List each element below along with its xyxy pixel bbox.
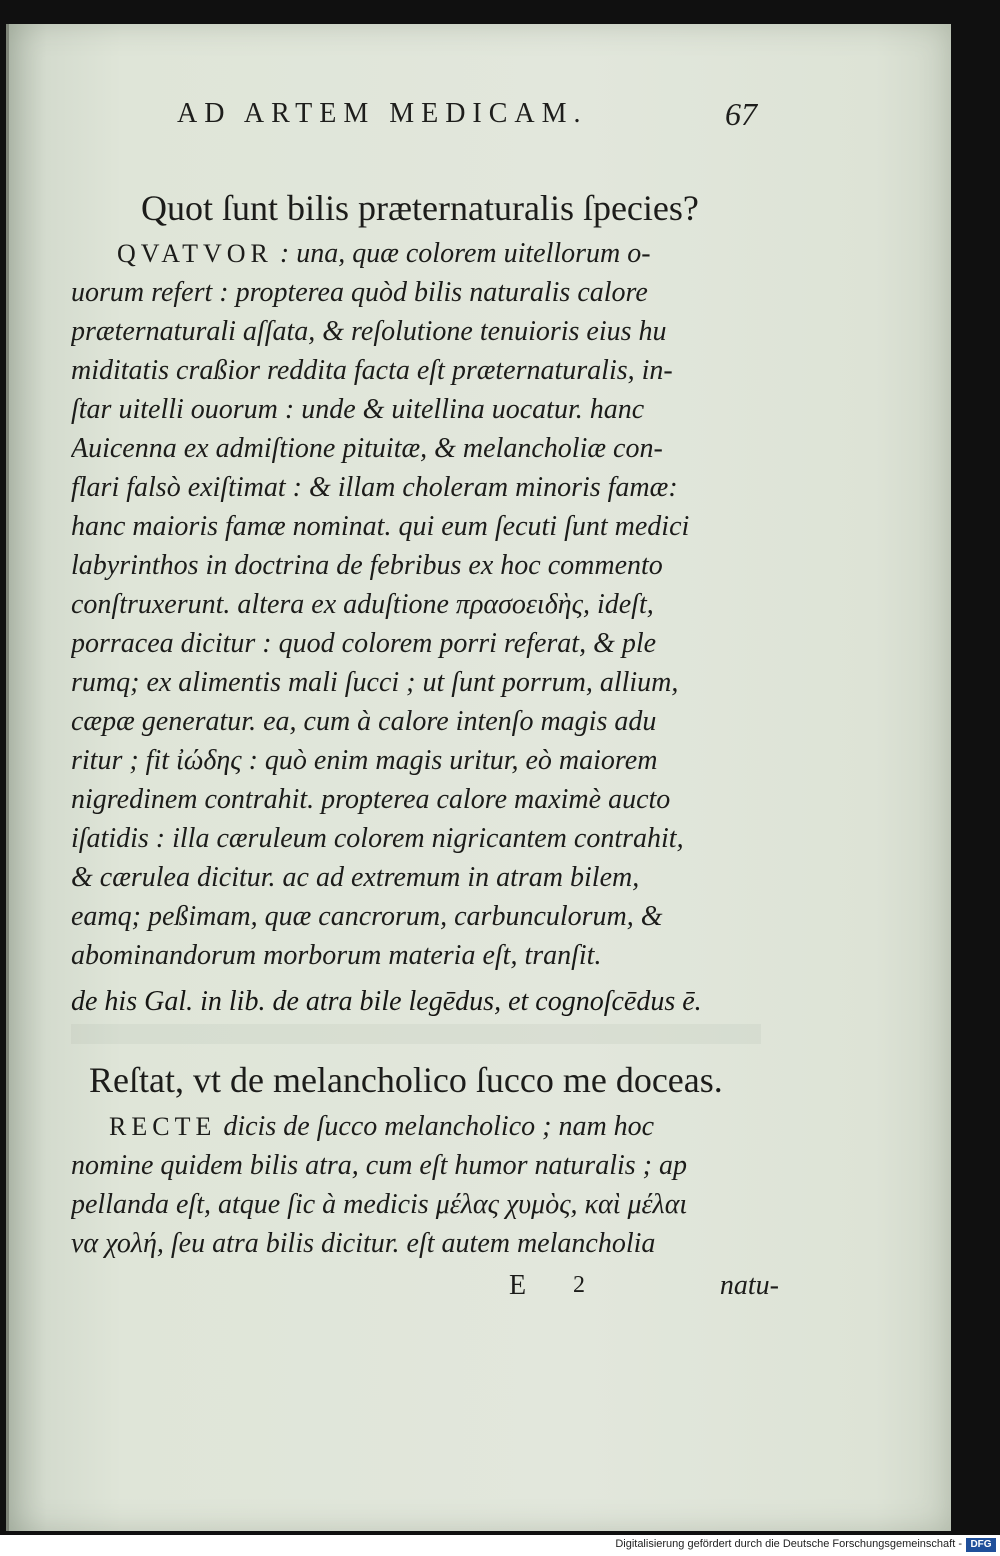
line-fragment: dicis de ſucco melancholico ; nam hoc [223, 1111, 655, 1142]
dfg-logo-icon: DFG [966, 1538, 996, 1552]
section1-body [71, 234, 761, 975]
footer-bar [0, 1535, 1000, 1556]
signature-mark: E [509, 1270, 527, 1301]
text-line: Auicenna ex admiſtione pituitæ, & melancholiæ con- [71, 433, 663, 464]
text-line: uorum refert : propterea quòd bilis naturalis calore [71, 277, 648, 308]
text-line: nigredinem contrahit. propterea calore maximè aucto [71, 784, 671, 815]
section2-body [71, 1107, 761, 1263]
handwritten-annotation: de his Gal. in lib. de atra bile legēdus, et cognoſcēdus ē. [71, 986, 702, 1017]
text-line: pellanda eſt, atque ſic à medicis μέλας χυμὸς, καὶ μέλαι [71, 1189, 688, 1220]
ink-offset [71, 1024, 761, 1044]
text-line: hanc maioris famæ nominat. qui eum ſecuti ſunt medici [71, 511, 690, 542]
catchword: natu- [719, 1270, 779, 1301]
signature-number: 2 [573, 1272, 585, 1298]
text-line: rumq; ex alimentis mali ſucci ; ut ſunt porrum, allium, [71, 667, 679, 698]
text-line: ſtar uitelli ouorum : unde & uitellina uocatur. hanc [71, 394, 645, 425]
text-line: abominandorum morborum materia eſt, tranſit. [71, 940, 602, 971]
book-page [6, 24, 951, 1531]
line-fragment: : una, quæ colorem uitellorum o- [279, 238, 651, 269]
text-line: eamq; peßimam, quæ cancrorum, carbunculorum, & [71, 901, 663, 932]
text-line: nomine quidem bilis atra, cum eſt humor naturalis ; ap [71, 1150, 687, 1181]
text-line: miditatis craßior reddita facta eſt præternaturalis, in- [71, 355, 673, 386]
text-line: να χολή, ſeu atra bilis dicitur. eſt autem melancholia [71, 1228, 656, 1259]
text-line: porracea dicitur : quod colorem porri referat, & ple [71, 628, 657, 659]
text-line [71, 1107, 761, 1146]
funding-credit: Digitalisierung gefördert durch die Deutsche Forschungsgemeinschaft - [615, 1538, 962, 1550]
text-line: cæpæ generatur. ea, cum à calore intenſo magis adu [71, 706, 657, 737]
page-number: 67 [725, 96, 757, 132]
lead-word: QVATVOR [117, 239, 273, 268]
lead-word: RECTE [109, 1112, 217, 1141]
signature-line [509, 1270, 779, 1310]
text-line: præternaturali aſſata, & reſolutione tenuioris eius hu [71, 316, 667, 347]
text-line: iſatidis : illa cæruleum colorem nigricantem contrahit, [71, 823, 684, 854]
running-title: AD ARTEM MEDICAM. [177, 98, 588, 129]
text-line: labyrinthos in doctrina de febribus ex hoc commento [71, 550, 663, 581]
running-head [177, 98, 757, 138]
section1-question: Quot ſunt bilis præternaturalis ſpecies? [141, 188, 699, 228]
text-line: conſtruxerunt. altera ex aduſtione πρασοειδὴς, ideſt, [71, 589, 654, 620]
text-line: & cærulea dicitur. ac ad extremum in atram bilem, [71, 862, 640, 893]
section2-question: Reſtat, vt de melancholico ſucco me doceas. [89, 1060, 723, 1100]
text-line: ritur ; fit ἰώδης : quò enim magis uritur, eò maiorem [71, 745, 658, 776]
text-line [71, 234, 761, 273]
text-line: flari falsò exiſtimat : & illam choleram minoris famæ: [71, 472, 678, 503]
